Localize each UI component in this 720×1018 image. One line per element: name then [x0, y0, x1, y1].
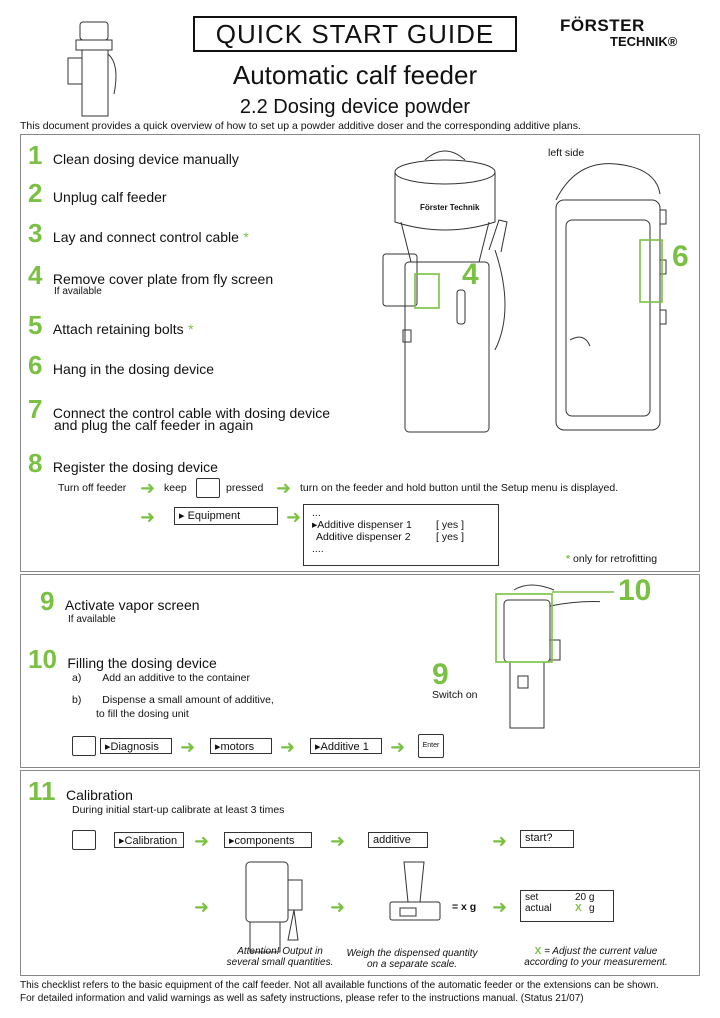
retrofit-asterisk: *	[188, 321, 194, 337]
step-number: 6	[28, 350, 43, 380]
arrow-right-icon: ➜	[194, 831, 210, 851]
callout-10: 10	[618, 574, 652, 607]
set-label: set	[525, 892, 539, 903]
step-9-note: If available	[68, 614, 116, 625]
step-7-line2: and plug the calf feeder in again	[54, 417, 254, 433]
step-text: Unplug calf feeder	[52, 189, 167, 205]
dispenser-1-row	[312, 519, 490, 531]
menu-calibration: ▸Calibration	[114, 832, 184, 848]
step-number: 7	[28, 394, 43, 424]
callout-9: 9	[432, 658, 449, 691]
arrow-right-icon: ➜	[276, 478, 292, 498]
dispenser-2-row	[312, 531, 490, 543]
switch-on-label: Switch on	[432, 689, 478, 701]
step-1	[28, 142, 239, 169]
menu-diagnosis: ▸Diagnosis	[100, 738, 172, 754]
item-text: Dispense a small amount of additive,	[102, 694, 274, 706]
caption-adjust	[514, 946, 678, 968]
fill-item-a	[72, 672, 250, 684]
intro-text: This document provides a quick overview of how to set up a powder additive doser and the corresponding additive plans.	[20, 120, 581, 132]
dosing-device-illustration	[490, 580, 600, 730]
dispenser-1-value: [ yes ]	[436, 519, 465, 531]
document-title: Automatic calf feeder	[232, 60, 478, 90]
fill-item-b	[72, 694, 274, 706]
document-subtitle: 2.2 Dosing device powder	[239, 96, 471, 118]
step-number: 3	[28, 218, 43, 248]
feeder-output-illustration	[236, 856, 316, 956]
step-number: 5	[28, 310, 43, 340]
step-text: Hang in the dosing device	[52, 361, 215, 377]
arrow-right-icon: ➜	[286, 507, 302, 527]
arrow-right-icon: ➜	[330, 831, 346, 851]
arrow-right-icon: ➜	[140, 478, 156, 498]
item-letter: a)	[72, 672, 82, 684]
step-number: 4	[28, 260, 43, 290]
menu-equipment: ▸ Equipment	[174, 507, 278, 525]
caption-adjust-text: = Adjust the current value according to your measurement.	[524, 946, 668, 968]
flow-keep: keep	[164, 482, 187, 494]
list-dots-top: ...	[312, 507, 321, 519]
step-text: Connect the control cable with dosing device	[52, 405, 330, 421]
step-number: 10	[28, 644, 57, 674]
brand-logo-top: FÖRSTER	[560, 16, 645, 35]
dispenser-2-label: Additive dispenser 2	[316, 531, 411, 543]
actual-value-x: X	[575, 903, 582, 914]
dispenser-2-value: [ yes ]	[436, 531, 465, 543]
feeder-side-illustration	[550, 160, 700, 440]
step-text: Attach retaining bolts	[52, 321, 184, 337]
set-row	[525, 892, 609, 903]
book-key-icon	[72, 830, 96, 850]
calf-feeder-illustration	[375, 140, 535, 440]
retrofit-asterisk: *	[243, 229, 249, 245]
callout-6: 6	[672, 240, 689, 273]
dispenser-list	[303, 504, 499, 566]
step-9	[40, 588, 200, 615]
guide-title: QUICK START GUIDE	[193, 16, 517, 52]
menu-start: start?	[520, 830, 574, 848]
step-text: Register the dosing device	[52, 459, 218, 475]
menu-additive-1: ▸Additive 1	[310, 738, 382, 754]
retrofit-note	[566, 553, 657, 565]
item-text: Add an additive to the container	[102, 672, 250, 684]
menu-components: ▸components	[224, 832, 312, 848]
step-10	[28, 646, 217, 673]
arrow-right-icon: ➜	[194, 897, 210, 917]
step-4-note: If available	[54, 286, 102, 297]
actual-value-unit: g	[589, 903, 595, 914]
retrofit-asterisk: *	[566, 553, 571, 565]
arrow-right-icon: ➜	[140, 507, 156, 527]
set-value: 20 g	[575, 892, 595, 903]
step-text: Remove cover plate from fly screen	[52, 271, 274, 287]
scale-illustration	[380, 856, 450, 926]
footer-line-2: For detailed information and valid warnings as well as safety instructions, please refer to the instructions manual. (Status 21/07)	[20, 993, 584, 1004]
brand-mini-label: Förster Technik	[420, 203, 480, 212]
flow-pressed: pressed	[226, 482, 264, 494]
dispenser-1-label: ▸Additive dispenser 1	[312, 519, 412, 531]
caption-output: Attention! Output in several small quantities.	[226, 946, 334, 968]
step-text: Calibration	[65, 787, 133, 803]
menu-motors: ▸motors	[210, 738, 272, 754]
step-number: 9	[40, 586, 55, 616]
brand-logo-bottom: TECHNIK®	[610, 34, 678, 49]
arrow-right-icon: ➜	[330, 897, 346, 917]
caption-x-mark: X	[534, 946, 542, 957]
footer-line-1: This checklist refers to the basic equipment of the calf feeder. Not all available functions of the automatic feeder or the extensions can be shown.	[20, 980, 659, 991]
brand-logo	[560, 16, 700, 56]
flow-turn-off: Turn off feeder	[58, 482, 127, 494]
callout-10-line	[548, 582, 618, 602]
step-number: 8	[28, 448, 43, 478]
arrow-right-icon: ➜	[492, 897, 508, 917]
menu-additive: additive	[368, 832, 428, 848]
step-8	[28, 450, 218, 477]
book-key-icon	[196, 478, 220, 498]
step-3	[28, 220, 249, 247]
step-text: Clean dosing device manually	[52, 151, 239, 167]
step-number: 2	[28, 178, 43, 208]
arrow-right-icon: ➜	[390, 737, 406, 757]
feeder-thumbnail-image	[60, 18, 130, 123]
arrow-right-icon: ➜	[280, 737, 296, 757]
scale-result: = x g	[452, 901, 477, 913]
step-number: 1	[28, 140, 43, 170]
step-text: Filling the dosing device	[67, 655, 217, 671]
step-6	[28, 352, 214, 379]
book-key-icon	[72, 736, 96, 756]
enter-key: Enter	[418, 734, 444, 758]
step-4	[28, 262, 273, 289]
actual-row	[525, 903, 609, 914]
step-5	[28, 312, 194, 339]
step-11-note: During initial start-up calibrate at least 3 times	[72, 804, 285, 816]
actual-label: actual	[525, 903, 552, 914]
step-text: Activate vapor screen	[64, 597, 200, 613]
left-side-label: left side	[548, 147, 585, 159]
fill-item-b-line2: to fill the dosing unit	[96, 708, 189, 720]
flow-turn-on: turn on the feeder and hold button until the Setup menu is displayed.	[300, 482, 619, 494]
item-letter: b)	[72, 694, 82, 706]
arrow-right-icon: ➜	[492, 831, 508, 851]
caption-weigh: Weigh the dispensed quantity on a separate scale.	[346, 948, 478, 970]
step-2	[28, 180, 167, 207]
step-11	[28, 778, 133, 805]
step-number: 11	[28, 776, 56, 806]
callout-4: 4	[462, 258, 479, 291]
retrofit-note-text: only for retrofitting	[573, 553, 658, 565]
step-text: Lay and connect control cable	[52, 229, 239, 245]
calibration-display	[520, 890, 614, 922]
list-dots-bottom: ....	[312, 543, 324, 555]
arrow-right-icon: ➜	[180, 737, 196, 757]
